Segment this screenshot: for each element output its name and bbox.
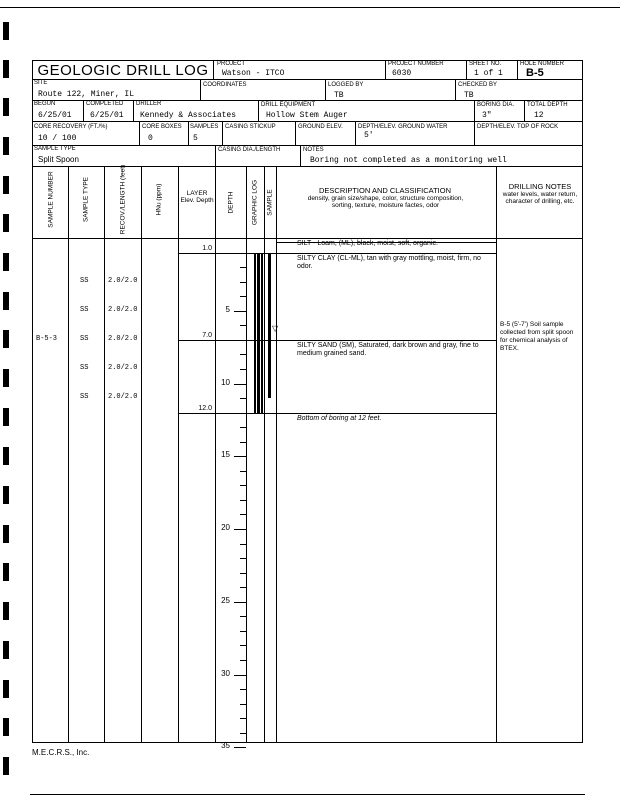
depth-tick (240, 631, 246, 632)
layer-boundary (178, 413, 496, 414)
begun-label: BEGUN (34, 101, 56, 107)
project-number-label: PROJECT NUMBER (388, 61, 444, 67)
sample-recovery: 2.0/2.0 (108, 393, 138, 402)
depth-tick (240, 354, 246, 355)
casing-dia-label: CASING DIA./LENGTH (218, 147, 281, 153)
depth-label: 10 (221, 377, 230, 387)
project-label: PROJECT (217, 61, 246, 67)
col-sample: SAMPLE (266, 189, 274, 216)
binder-hole (3, 641, 9, 659)
sample-recovery: 2.0/2.0 (108, 334, 138, 343)
depth-tick (234, 311, 246, 312)
depth-label: 30 (221, 668, 230, 678)
depth-label: 15 (221, 450, 230, 460)
binder-hole (3, 253, 9, 271)
hole-number-value: B-5 (526, 67, 544, 79)
col-layer: LAYER Elev. Depth (180, 190, 214, 204)
col-drilling-notes-title: DRILLING NOTES (508, 182, 572, 191)
sample-recovery: 2.0/2.0 (108, 363, 138, 372)
drill-equipment-value: Hollow Stem Auger (266, 111, 348, 120)
casing-stickup-label: CASING STICKUP (225, 124, 276, 130)
logged-by-label: LOGGED BY (328, 82, 364, 88)
core-boxes-label: CORE BOXES (142, 124, 182, 130)
depth-tick (240, 267, 246, 268)
checked-by-label: CHECKED BY (458, 82, 498, 88)
binder-hole (3, 369, 9, 387)
checked-by-value: TB (464, 91, 474, 100)
binder-hole (3, 525, 9, 543)
depth-label: 35 (221, 741, 230, 751)
depth-tick (240, 325, 246, 326)
depth-tick (240, 616, 246, 617)
begun-value: 6/25/01 (38, 111, 72, 120)
ground-elev-label: GROUND ELEV. (298, 124, 343, 130)
site-label: SITE (34, 80, 48, 86)
binder-hole (3, 292, 9, 310)
completed-value: 6/25/01 (90, 111, 124, 120)
sample-type: SS (80, 334, 89, 343)
drilling-note: B-5 (5'-7') Soil sample collected from split spoon for chemical analysis of BTEX. (500, 320, 574, 352)
depth-tick (240, 500, 246, 501)
sample-recovery: 2.0/2.0 (108, 305, 138, 314)
drill-equipment-label: DRILL EQUIPMENT (261, 102, 316, 108)
layer-description: SILT - Loam, (ML), black, moist, soft, organic. (297, 240, 438, 248)
footer-company: M.E.C.R.S., Inc. (32, 748, 90, 757)
hole-number-label: HOLE NUMBER (520, 61, 565, 67)
binder-hole (3, 602, 9, 620)
bottom-page-rule (30, 794, 585, 795)
total-depth-value: 12 (534, 111, 544, 120)
binder-hole (3, 680, 9, 698)
binder-hole (3, 718, 9, 736)
boring-dia-label: BORING DIA. (477, 102, 515, 108)
layer-description: SILTY CLAY (CL-ML), tan with gray mottling, moist, firm, no odor. (297, 254, 481, 270)
depth-tick (240, 544, 246, 545)
layer-depth: 7.0 (202, 331, 212, 339)
depth-tick (240, 369, 246, 370)
binder-hole (3, 214, 9, 232)
col-graphic-log: GRAPHIC LOG (251, 179, 259, 226)
depth-tick (240, 689, 246, 690)
borehole-fill (257, 253, 260, 413)
binder-hole (3, 408, 9, 426)
depth-tick (240, 485, 246, 486)
depth-tick (240, 587, 246, 588)
water-level-icon: ▽ (272, 323, 279, 333)
notes-value: Boring not completed as a monitoring well (310, 156, 507, 165)
driller-value: Kennedy & Associates (140, 111, 237, 120)
layer-depth: 1.0 (202, 244, 212, 252)
samples-label: SAMPLES (190, 124, 219, 130)
sheet-no-label: SHEET NO. (469, 61, 502, 67)
sample-interval-bar (268, 253, 271, 399)
depth-elev-rock-label: DEPTH/ELEV. TOP OF ROCK (477, 124, 559, 130)
depth-elev-gw-label: DEPTH/ELEV. GROUND WATER (358, 124, 448, 130)
boring-dia-value: 3" (482, 111, 492, 120)
depth-tick (240, 442, 246, 443)
logged-by-value: TB (334, 91, 344, 100)
coordinates-label: COORDINATES (203, 82, 247, 88)
depth-tick (240, 660, 246, 661)
depth-tick (234, 602, 246, 603)
project-number-value: 6030 (392, 69, 412, 78)
binder-hole (3, 98, 9, 116)
binder-hole (3, 22, 9, 40)
sample-type: SS (80, 305, 89, 314)
depth-tick (234, 675, 246, 676)
depth-tick (234, 384, 246, 385)
depth-tick (240, 733, 246, 734)
col-sample-number: SAMPLE NUMBER (47, 171, 55, 228)
depth-label: 20 (221, 523, 230, 532)
depth-tick (240, 514, 246, 515)
depth-tick (240, 645, 246, 646)
depth-tick (240, 296, 246, 297)
completed-label: COMPLETED (86, 101, 124, 107)
layer-description: SILTY SAND (SM), Saturated, dark brown and gray, fine to medium grained sand. (297, 341, 479, 357)
core-recovery-value: 10 / 100 (38, 134, 77, 143)
core-boxes-value: 0 (148, 134, 153, 143)
depth-tick (240, 282, 246, 283)
notes-label: NOTES (303, 147, 324, 153)
depth-tick (240, 427, 246, 428)
layer-boundary (178, 253, 496, 254)
binder-hole (3, 137, 9, 155)
core-recovery-label: CORE RECOVERY (FT./%) (34, 124, 108, 130)
binder-hole (3, 486, 9, 504)
bottom-of-boring-note: Bottom of boring at 12 feet. (297, 414, 382, 422)
depth-tick (240, 573, 246, 574)
col-drilling-notes-sub: water levels, water return, character of drilling, etc. (502, 191, 578, 205)
top-page-rule (0, 7, 620, 8)
layer-boundary (178, 340, 496, 341)
depth-tick (234, 529, 246, 530)
sample-recovery: 2.0/2.0 (108, 276, 138, 285)
sample-number: B-5-3 (36, 334, 58, 343)
binder-hole (3, 447, 9, 465)
col-sample-type: SAMPLE TYPE (82, 176, 90, 223)
depth-tick (240, 704, 246, 705)
col-description-title: DESCRIPTION AND CLASSIFICATION (319, 186, 451, 195)
col-description-sub: density, grain size/shape, color, structure composition, sorting, texture, moisture factes, odor (307, 195, 464, 209)
depth-tick (240, 471, 246, 472)
sample-type: SS (80, 393, 89, 402)
col-recov-length: RECOV./LENGTH (feet) (119, 164, 127, 235)
col-depth: DEPTH (227, 191, 235, 214)
samples-value: 5 (193, 134, 198, 143)
form-title: GEOLOGIC DRILL LOG (37, 62, 209, 79)
binder-hole (3, 330, 9, 348)
sample-type-value: Split Spoon (38, 155, 79, 164)
depth-elev-gw-value: 5' (364, 131, 374, 140)
sample-type-label: SAMPLE TYPE (34, 146, 76, 152)
binder-hole (3, 176, 9, 194)
sheet-no-value: 1 of 1 (474, 69, 503, 78)
sample-type: SS (80, 363, 89, 372)
depth-label: 25 (221, 595, 230, 605)
binder-hole (3, 60, 9, 78)
col-hnu: HNu (ppm) (155, 183, 163, 216)
total-depth-label: TOTAL DEPTH (527, 102, 568, 108)
depth-tick (240, 718, 246, 719)
layer-depth: 12.0 (198, 404, 212, 412)
depth-tick (240, 398, 246, 399)
depth-tick (234, 456, 246, 457)
depth-label: 5 (225, 304, 230, 314)
site-value: Route 122, Miner, IL (38, 90, 135, 99)
depth-tick (240, 558, 246, 559)
binder-hole (3, 757, 9, 775)
driller-label: DRILLER (136, 101, 162, 107)
depth-tick (234, 747, 246, 748)
sample-type: SS (80, 276, 89, 285)
project-value: Watson - ITCO (222, 69, 285, 78)
binder-hole (3, 563, 9, 581)
